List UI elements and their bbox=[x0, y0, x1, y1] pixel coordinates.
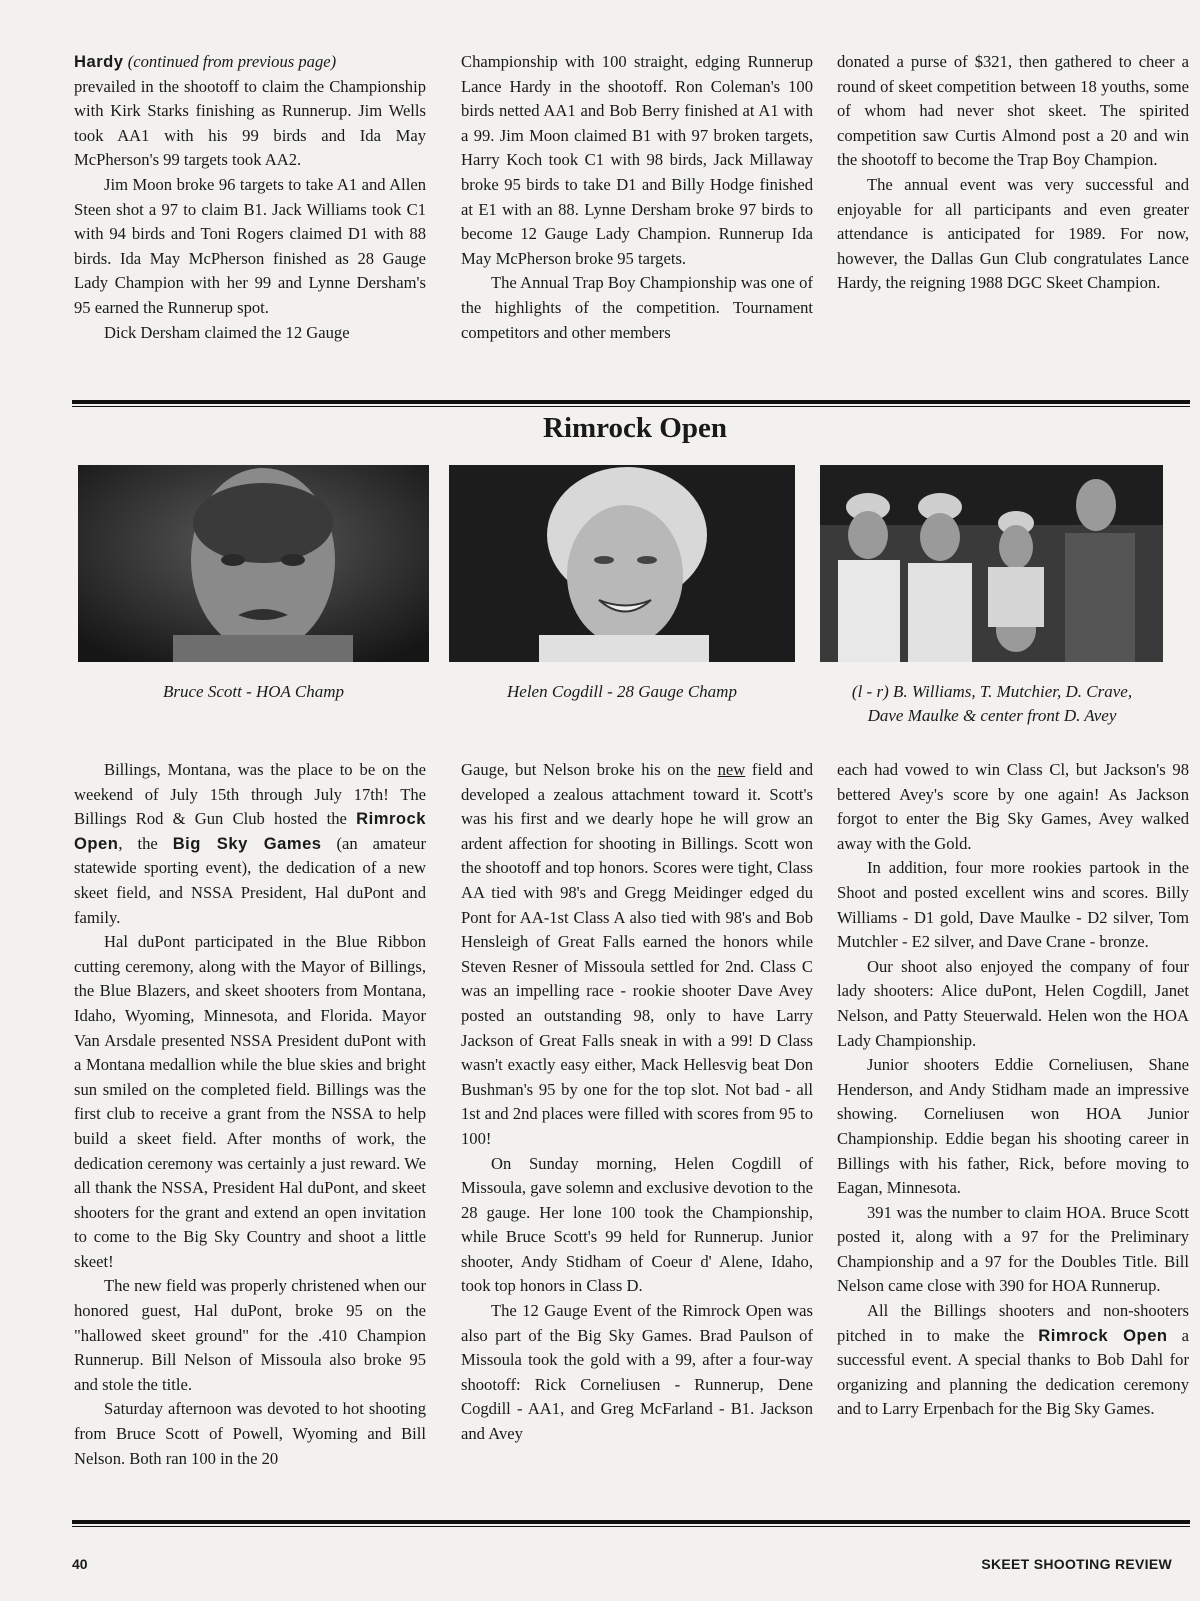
footer-divider bbox=[72, 1520, 1190, 1524]
paragraph: donated a purse of $321, then gathered to cheer a round of skeet competition between 18 youths, some of whom had never shot skeet. The spirited competition saw Curtis Almond post a 20 and win the shootoff to become the Trap Boy Champion. bbox=[837, 52, 1189, 170]
event-name-rimrock: Rimrock Open bbox=[1038, 1325, 1168, 1345]
top-column-3 bbox=[837, 50, 1189, 296]
continued-note: (continued from previous page) bbox=[127, 52, 337, 71]
caption-photo-3 bbox=[812, 680, 1172, 728]
paragraph: Dick Dersham claimed the 12 Gauge bbox=[104, 322, 350, 342]
publication-name: SKEET SHOOTING REVIEW bbox=[981, 1556, 1172, 1572]
caption-photo-2: Helen Cogdill - 28 Gauge Champ bbox=[507, 682, 737, 701]
article-headline: Rimrock Open bbox=[543, 412, 727, 444]
text-run: (an amateur statewide sporting event), the dedication of a new skeet field, and NSSA President, Hal duPont and family. bbox=[74, 833, 427, 927]
paragraph: each had vowed to win Class Cl, but Jackson's 98 bettered Avey's score by one again! As Jackson forgot to enter the Big Sky Games, Avey walked away with the Gold. bbox=[837, 760, 1189, 853]
paragraph: The new field was properly christened when our honored guest, Hal duPont, broke 95 on the "hallowed skeet ground" for the .410 Champion Runnerup. Bill Nelson of Missoula also broke 95 and stole the title. bbox=[74, 1276, 426, 1394]
text-run: Gauge, but Nelson broke his on the bbox=[461, 760, 711, 779]
paragraph: The Annual Trap Boy Championship was one of the highlights of the competition. Tournament competitors and other members bbox=[461, 273, 813, 342]
paragraph bbox=[837, 1299, 1189, 1422]
caption-photo-3-line-1: (l - r) B. Williams, T. Mutchier, D. Crave, bbox=[851, 682, 1133, 701]
paragraph: Our shoot also enjoyed the company of four lady shooters: Alice duPont, Helen Cogdill, Janet Nelson, and Patty Steuerwald. Helen won the HOA Lady Championship. bbox=[837, 956, 1189, 1050]
paragraph: Hal duPont participated in the Blue Ribbon cutting ceremony, along with the Mayor of Billings, the Blue Blazers, and skeet shooters from Montana, Idaho, Wyoming, Minnesota, and Florida. Mayor Van Arsdale presented NSSA President duPont with a Montana medallion while the blue skies and bright sun smiled on the completed field. Billings was the first club to receive a grant from the NSSA to help build a skeet field. After months of work, the dedication ceremony was certainly a just reward. We all thank the NSSA, President Hal duPont, and skeet shooters for the grant and extend an open invitation to come to the Big Sky Country and shoot a little skeet! bbox=[74, 932, 426, 1271]
text-run: , the bbox=[118, 833, 158, 853]
photo-helen-cogdill bbox=[449, 465, 795, 662]
section-divider-top bbox=[72, 400, 1190, 404]
paragraph: In addition, four more rookies partook in the Shoot and posted excellent wins and scores. Billy Williams - D1 gold, Dave Maulke - D2 silver, Tom Mutchler - E2 silver, and Dave Crane - bronze. bbox=[837, 858, 1189, 952]
page-number: 40 bbox=[72, 1556, 88, 1572]
paragraph: Jim Moon broke 96 targets to take A1 and Allen Steen shot a 97 to claim B1. Jack Williams took C1 with 94 birds and Toni Rogers claimed D1 with 88 birds. Ida May McPherson finished as 28 Gauge Lady Champion with her 99 and Lynne Dersham's 95 earned the Runnerup spot. bbox=[74, 174, 426, 317]
photo-bruce-scott bbox=[78, 465, 429, 662]
paragraph: Junior shooters Eddie Corneliusen, Shane Henderson, and Andy Stidham made an impressive showing. Corneliusen won HOA Junior Championship. Eddie began his shooting career in Billings with his father, Rick, before moving to Eagan, Minnesota. bbox=[837, 1055, 1189, 1198]
top-column-1 bbox=[74, 50, 426, 345]
paragraph: The annual event was very successful and enjoyable for all participants and even greater attendance is anticipated for 1989. For now, however, the Dallas Gun Club congratulates Lance Hardy, the reigning 1988 DGC Skeet Champion. bbox=[837, 174, 1189, 293]
paragraph: prevailed in the shootoff to claim the Championship with Kirk Starks finishing as Runnerup. Jim Wells took AA1 with his 99 birds and Ida May McPherson's 99 targets took AA2. bbox=[74, 76, 426, 170]
text-run: Billings, Montana, was the place to be on the weekend of July 15th through July 17th! The Billings Rod & Gun Club hosted the bbox=[74, 760, 426, 829]
bottom-column-1 bbox=[74, 758, 426, 1471]
section-divider-top-thin bbox=[72, 406, 1190, 407]
bottom-column-2 bbox=[461, 758, 813, 1447]
photo-group-shooters bbox=[820, 465, 1163, 662]
paragraph: Saturday afternoon was devoted to hot shooting from Bruce Scott of Powell, Wyoming and Bill Nelson. Both ran 100 in the 20 bbox=[74, 1399, 426, 1468]
event-name-rimrock: Rimrock Open bbox=[74, 809, 426, 853]
bottom-column-3 bbox=[837, 758, 1189, 1422]
caption-photo-3-line-2: Dave Maulke & center front D. Avey bbox=[867, 706, 1117, 725]
paragraph bbox=[461, 758, 813, 1152]
text-run: a successful event. A special thanks to Bob Dahl for organizing and planning the dedication ceremony and to Larry Erpenbach for the Big Sky Games. bbox=[837, 1325, 1190, 1419]
top-column-2 bbox=[461, 50, 813, 345]
text-run: All the Billings shooters and non-shooters pitched in to make the bbox=[837, 1301, 1189, 1345]
underlined-word: new bbox=[717, 760, 746, 779]
paragraph: Championship with 100 straight, edging Runnerup Lance Hardy in the shootoff. Ron Coleman's 100 birds netted AA1 and Bob Berry finished at A1 with a 99. Jim Moon claimed B1 with 97 broken targets, Harry Koch took C1 with 98 birds, Jack Millaway broke 95 birds to take D1 and Billy Hodge finished at E1 with an 88. Lynne Dersham broke 97 birds to become 12 Gauge Lady Champion. Runnerup Ida May McPherson broke 95 targets. bbox=[461, 52, 813, 268]
footer-divider-thin bbox=[72, 1526, 1190, 1527]
event-name-big-sky: Big Sky Games bbox=[172, 833, 322, 853]
continued-paragraph bbox=[74, 50, 426, 75]
paragraph: The 12 Gauge Event of the Rimrock Open was also part of the Big Sky Games. Brad Paulson of Missoula took the gold with a 99, after a four-way shootoff: Rick Corneliusen - Runnerup, Dene Cogdill - AA1, and Greg McFarland - B1. Jackson and Avey bbox=[461, 1301, 813, 1444]
kicker-hardy: Hardy bbox=[74, 52, 124, 71]
text-run: field and developed a zealous attachment toward it. Scott's was his first and we dearly hope he will grow an ardent affection for shooting in Billings. Scott won the shootoff and top honors. Scores were tight, Class AA tied with 98's and Gregg Meidinger edged du Pont for AA-1st Class A also tied with 98's and Bob Hensleigh of Great Falls earned the honors while Steven Resner of Missoula settled for 2nd. Class C was an impelling race - rookie shooter Dave Avey posted an outstanding 98, only to have Larry Jackson of Great Falls sneak in with a 99! D Class wasn't exactly easy either, Mack Hellesvig beat Don Bushman's 95 by one for the top slot. Not bad - all 1st and 2nd places were filled with scores from 95 to 100! bbox=[461, 760, 813, 1148]
paragraph bbox=[74, 758, 426, 930]
paragraph: 391 was the number to claim HOA. Bruce Scott posted it, along with a 97 for the Preliminary Championship and a 97 for the Doubles Title. Bill Nelson came close with 390 for HOA Runnerup. bbox=[837, 1202, 1189, 1296]
caption-photo-1: Bruce Scott - HOA Champ bbox=[163, 682, 344, 701]
paragraph: On Sunday morning, Helen Cogdill of Missoula, gave solemn and exclusive devotion to the 28 gauge. Her lone 100 took the Championship, while Bruce Scott's 99 held for Runnerup. Junior shooter, Andy Stidham of Coeur d' Alene, Idaho, took top honors in Class D. bbox=[461, 1153, 813, 1296]
